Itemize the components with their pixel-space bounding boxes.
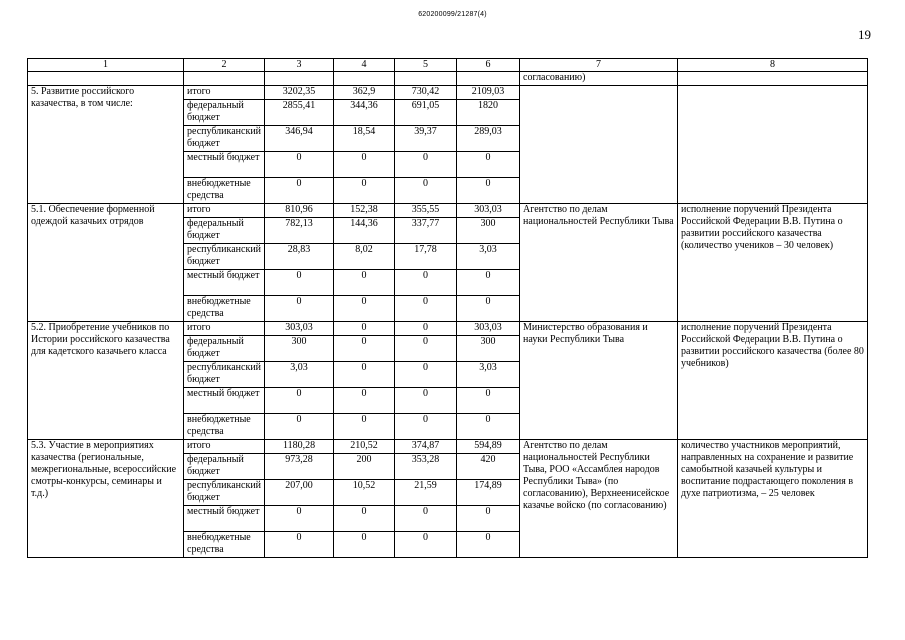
funding-source: федеральный бюджет: [184, 100, 265, 126]
amount-cell: 0: [457, 296, 520, 322]
amount-cell: 1180,28: [265, 440, 334, 454]
amount-cell: 337,77: [395, 218, 457, 244]
amount-cell: 210,52: [334, 440, 395, 454]
amount-cell: 3,03: [457, 244, 520, 270]
column-number: 3: [265, 59, 334, 72]
amount-cell: 810,96: [265, 204, 334, 218]
result-cell: [678, 86, 868, 204]
funding-source: местный бюджет: [184, 506, 265, 532]
empty-cell: [334, 72, 395, 86]
empty-cell: [28, 72, 184, 86]
result-cell: исполнение поручений Президента Российской Федерации В.В. Путина о развитии российского казачества (более 80 учебников): [678, 322, 868, 440]
amount-cell: 39,37: [395, 126, 457, 152]
amount-cell: 0: [395, 322, 457, 336]
funding-source: федеральный бюджет: [184, 454, 265, 480]
continuation-text: согласованию): [520, 72, 678, 86]
funding-source: внебюджетные средства: [184, 532, 265, 558]
amount-cell: 10,52: [334, 480, 395, 506]
amount-cell: 152,38: [334, 204, 395, 218]
empty-cell: [678, 72, 868, 86]
measure-title: 5. Развитие российского казачества, в том числе:: [28, 86, 184, 204]
amount-cell: 300: [457, 218, 520, 244]
amount-cell: 0: [265, 388, 334, 414]
funding-source: федеральный бюджет: [184, 218, 265, 244]
amount-cell: 21,59: [395, 480, 457, 506]
amount-cell: 0: [395, 362, 457, 388]
amount-cell: 0: [334, 362, 395, 388]
table-row: [28, 440, 868, 454]
amount-cell: 0: [334, 178, 395, 204]
column-number: 2: [184, 59, 265, 72]
page-number: 19: [858, 27, 871, 42]
column-number: 6: [457, 59, 520, 72]
column-number: 5: [395, 59, 457, 72]
executor-cell: Агентство по делам национальностей Республики Тыва: [520, 204, 678, 322]
amount-cell: 0: [457, 152, 520, 178]
funding-source: федеральный бюджет: [184, 336, 265, 362]
amount-cell: 2109,03: [457, 86, 520, 100]
amount-cell: 0: [395, 506, 457, 532]
executor-cell: Министерство образования и науки Республики Тыва: [520, 322, 678, 440]
measure-title: 5.2. Приобретение учебников по Истории российского казачества для кадетского казачьего класса: [28, 322, 184, 440]
amount-cell: 1820: [457, 100, 520, 126]
amount-cell: 18,54: [334, 126, 395, 152]
program-table: [27, 58, 868, 558]
funding-source: местный бюджет: [184, 388, 265, 414]
amount-cell: 344,36: [334, 100, 395, 126]
amount-cell: 3202,35: [265, 86, 334, 100]
funding-source: внебюджетные средства: [184, 178, 265, 204]
amount-cell: 174,89: [457, 480, 520, 506]
amount-cell: 355,55: [395, 204, 457, 218]
amount-cell: 0: [265, 296, 334, 322]
funding-source: республиканский бюджет: [184, 244, 265, 270]
empty-cell: [184, 72, 265, 86]
amount-cell: 303,03: [457, 204, 520, 218]
amount-cell: 200: [334, 454, 395, 480]
table-row: [28, 86, 868, 100]
amount-cell: 3,03: [457, 362, 520, 388]
funding-source: итого: [184, 204, 265, 218]
amount-cell: 8,02: [334, 244, 395, 270]
amount-cell: 973,28: [265, 454, 334, 480]
amount-cell: 0: [395, 532, 457, 558]
column-number: 1: [28, 59, 184, 72]
amount-cell: 0: [334, 336, 395, 362]
table-row: [28, 322, 868, 336]
amount-cell: 0: [265, 414, 334, 440]
empty-cell: [265, 72, 334, 86]
funding-source: внебюджетные средства: [184, 414, 265, 440]
amount-cell: 207,00: [265, 480, 334, 506]
amount-cell: 0: [334, 152, 395, 178]
column-number: 7: [520, 59, 678, 72]
funding-source: республиканский бюджет: [184, 362, 265, 388]
empty-cell: [457, 72, 520, 86]
funding-source: внебюджетные средства: [184, 296, 265, 322]
funding-source: итого: [184, 86, 265, 100]
result-cell: количество участников мероприятий, направленных на сохранение и развитие самобытной казачьей культуры и воспитание подрастающего поколения в духе патриотизма, – 25 человек: [678, 440, 868, 558]
amount-cell: 730,42: [395, 86, 457, 100]
amount-cell: 0: [265, 532, 334, 558]
amount-cell: 0: [334, 296, 395, 322]
amount-cell: 2855,41: [265, 100, 334, 126]
amount-cell: 691,05: [395, 100, 457, 126]
amount-cell: 0: [457, 506, 520, 532]
amount-cell: 594,89: [457, 440, 520, 454]
executor-cell: [520, 86, 678, 204]
funding-source: итого: [184, 440, 265, 454]
amount-cell: 0: [265, 178, 334, 204]
amount-cell: 303,03: [457, 322, 520, 336]
column-number: 8: [678, 59, 868, 72]
amount-cell: 0: [334, 532, 395, 558]
measure-title: 5.3. Участие в мероприятиях казачества (региональные, межрегиональные, всероссийские смотры-конкурсы, семинары и т.д.): [28, 440, 184, 558]
amount-cell: 0: [334, 270, 395, 296]
amount-cell: 28,83: [265, 244, 334, 270]
column-number-row: [28, 59, 868, 72]
amount-cell: 0: [395, 388, 457, 414]
executor-cell: Агентство по делам национальностей Республики Тыва, РОО «Ассамблея народов Республики Тыва» (по согласованию), Верхнеенисейское казачье войско (по согласованию): [520, 440, 678, 558]
continuation-row: [28, 72, 868, 86]
amount-cell: 3,03: [265, 362, 334, 388]
funding-source: итого: [184, 322, 265, 336]
amount-cell: 0: [334, 388, 395, 414]
amount-cell: 0: [457, 414, 520, 440]
amount-cell: 0: [265, 152, 334, 178]
amount-cell: 362,9: [334, 86, 395, 100]
empty-cell: [395, 72, 457, 86]
amount-cell: 300: [265, 336, 334, 362]
amount-cell: 0: [265, 270, 334, 296]
result-cell: исполнение поручений Президента Российской Федерации В.В. Путина о развитии российского казачества (количество учеников – 30 человек): [678, 204, 868, 322]
amount-cell: 0: [265, 506, 334, 532]
amount-cell: 0: [395, 270, 457, 296]
amount-cell: 0: [457, 388, 520, 414]
funding-source: местный бюджет: [184, 152, 265, 178]
funding-source: республиканский бюджет: [184, 126, 265, 152]
amount-cell: 0: [334, 414, 395, 440]
amount-cell: 17,78: [395, 244, 457, 270]
amount-cell: 420: [457, 454, 520, 480]
amount-cell: 300: [457, 336, 520, 362]
amount-cell: 0: [395, 152, 457, 178]
amount-cell: 0: [395, 414, 457, 440]
table-row: [28, 204, 868, 218]
amount-cell: 303,03: [265, 322, 334, 336]
funding-source: местный бюджет: [184, 270, 265, 296]
measure-title: 5.1. Обеспечение форменной одеждой казачьих отрядов: [28, 204, 184, 322]
amount-cell: 0: [457, 270, 520, 296]
amount-cell: 0: [457, 532, 520, 558]
amount-cell: 353,28: [395, 454, 457, 480]
amount-cell: 0: [334, 506, 395, 532]
amount-cell: 0: [395, 178, 457, 204]
amount-cell: 144,36: [334, 218, 395, 244]
amount-cell: 289,03: [457, 126, 520, 152]
funding-source: республиканский бюджет: [184, 480, 265, 506]
document-id: 620200099/21287(4): [418, 11, 487, 18]
amount-cell: 346,94: [265, 126, 334, 152]
amount-cell: 0: [395, 336, 457, 362]
amount-cell: 0: [334, 322, 395, 336]
amount-cell: 0: [457, 178, 520, 204]
amount-cell: 374,87: [395, 440, 457, 454]
amount-cell: 782,13: [265, 218, 334, 244]
amount-cell: 0: [395, 296, 457, 322]
column-number: 4: [334, 59, 395, 72]
